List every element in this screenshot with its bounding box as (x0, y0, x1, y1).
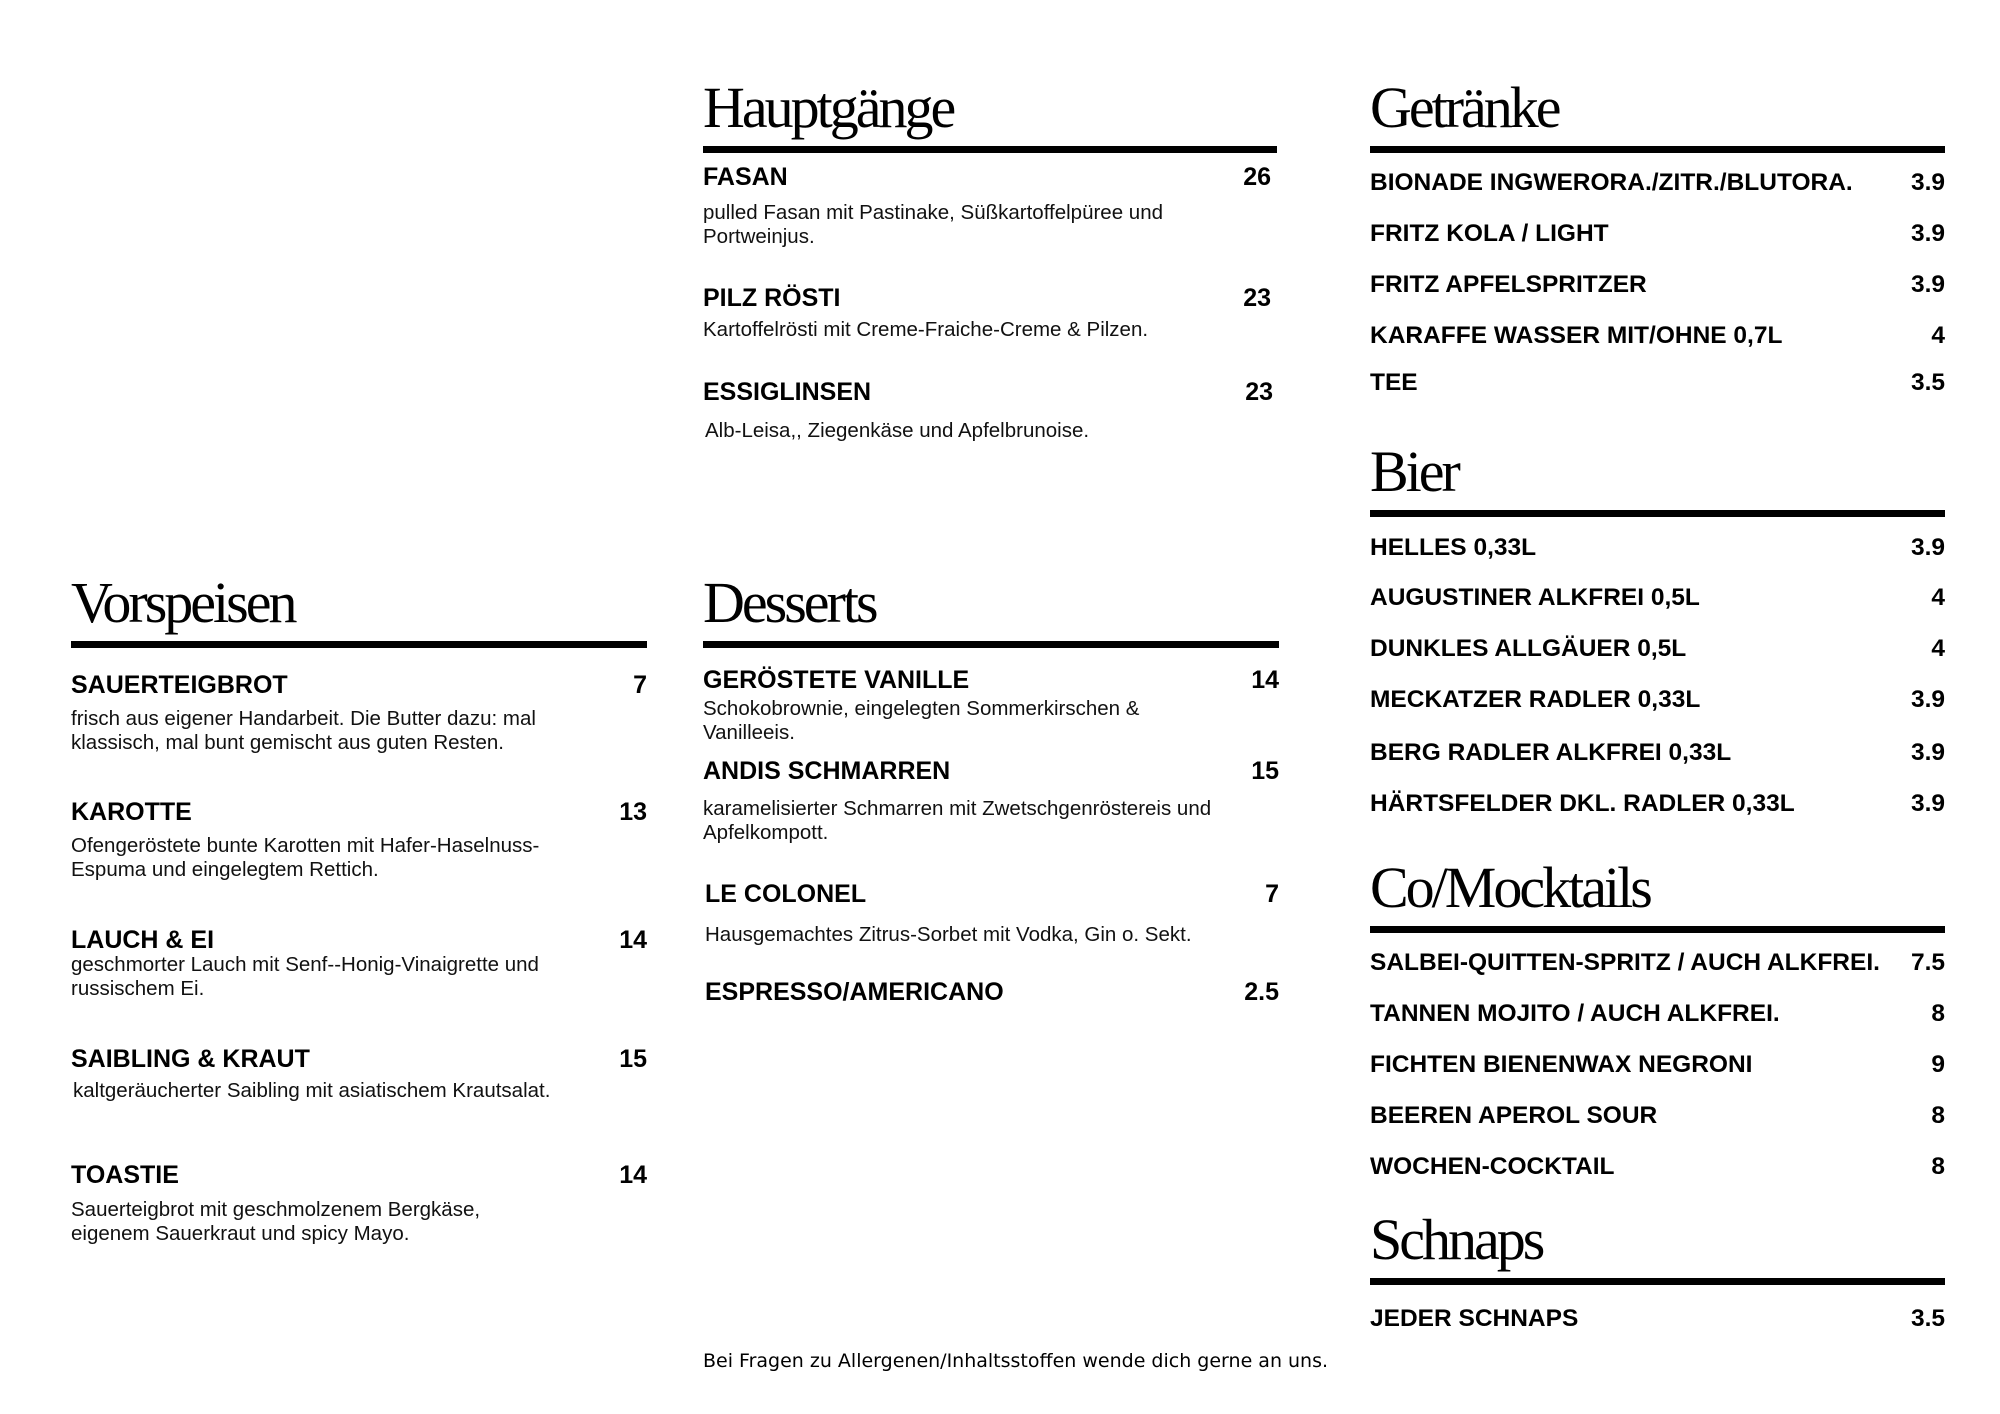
item-price: 26 (1243, 163, 1271, 191)
section-title: Co/Mocktails (1370, 855, 1650, 920)
item-description: Ofengeröstete bunte Karotten mit Hafer-Haselnuss-Espuma und eingelegtem Rettich. (71, 834, 540, 881)
drink-price: 3.9 (1910, 686, 1945, 713)
schnaps-section (1370, 1206, 1945, 1336)
item-description: Hausgemachtes Zitrus-Sorbet mit Vodka, Gin o. Sekt. (705, 923, 1192, 946)
section-title: Desserts (703, 570, 876, 635)
drink-price: 8 (1931, 1000, 1945, 1027)
drink-price: 3.5 (1910, 1305, 1945, 1332)
drink-name: HÄRTSFELDER DKL. RADLER 0,33L (1370, 790, 1795, 817)
item-price: 14 (1251, 666, 1279, 694)
item-name: TOASTIE (71, 1161, 179, 1189)
drink-price: 7.5 (1910, 949, 1945, 976)
item-name: PILZ RÖSTI (703, 284, 841, 312)
item-price: 15 (619, 1045, 647, 1073)
drink-name: JEDER SCHNAPS (1370, 1305, 1579, 1332)
drink-name: DUNKLES ALLGÄUER 0,5L (1370, 635, 1687, 662)
drink-name: KARAFFE WASSER MIT/OHNE 0,7L (1370, 322, 1783, 349)
item-name: SAIBLING & KRAUT (71, 1045, 310, 1073)
drink-name: FRITZ APFELSPRITZER (1370, 271, 1647, 298)
section-rule (1370, 926, 1945, 933)
item-description: geschmorter Lauch mit Senf--Honig-Vinaigrette und russischem Ei. (71, 953, 539, 1000)
item-description: Sauerteigbrot mit geschmolzenem Bergkäse, eigenem Sauerkraut und spicy Mayo. (71, 1198, 481, 1245)
drink-price: 3.9 (1910, 534, 1945, 561)
desserts-section (703, 570, 1279, 1020)
item-name: GERÖSTETE VANILLE (703, 666, 970, 694)
item-price: 14 (619, 926, 647, 954)
item-description: Kartoffelrösti mit Creme-Fraiche-Creme & Pilzen. (703, 318, 1149, 341)
item-name: ANDIS SCHMARREN (703, 757, 951, 785)
section-rule (71, 641, 647, 648)
item-description: Alb-Leisa,, Ziegenkäse und Apfelbrunoise. (705, 419, 1090, 442)
drink-name: FRITZ KOLA / LIGHT (1370, 220, 1609, 247)
drink-name: WOCHEN-COCKTAIL (1370, 1153, 1615, 1180)
section-rule (1370, 510, 1945, 517)
section-title: Bier (1370, 439, 1458, 504)
item-description: Schokobrownie, eingelegten Sommerkirschen & Vanilleeis. (703, 697, 1140, 744)
item-name: ESPRESSO/AMERICANO (705, 978, 1004, 1006)
item-price: 23 (1245, 378, 1273, 406)
drink-price: 9 (1931, 1051, 1945, 1078)
drink-name: MECKATZER RADLER 0,33L (1370, 686, 1701, 713)
item-description: kaltgeräucherter Saibling mit asiatischem Krautsalat. (73, 1079, 551, 1102)
section-rule (1370, 1278, 1945, 1285)
item-name: KAROTTE (71, 798, 192, 826)
item-name: LAUCH & EI (71, 926, 215, 954)
drink-price: 8 (1931, 1102, 1945, 1129)
drink-price: 3.5 (1910, 369, 1945, 396)
item-description: karamelisierter Schmarren mit Zwetschgenröstereis und Apfelkompott. (703, 797, 1212, 844)
section-title: Vorspeisen (71, 570, 295, 635)
drink-price: 3.9 (1910, 790, 1945, 817)
item-price: 7 (633, 671, 647, 699)
item-name: LE COLONEL (705, 880, 867, 908)
drink-price: 4 (1931, 635, 1945, 662)
item-description: pulled Fasan mit Pastinake, Süßkartoffelpüree und Portweinjus. (703, 201, 1163, 248)
drink-name: TEE (1370, 369, 1418, 396)
drink-name: AUGUSTINER ALKFREI 0,5L (1370, 584, 1700, 611)
drink-price: 3.9 (1910, 220, 1945, 247)
allergen-footnote: Bei Fragen zu Allergenen/Inhaltsstoffen wende dich gerne an uns. (703, 1350, 1329, 1372)
drink-price: 8 (1931, 1153, 1945, 1180)
item-price: 23 (1243, 284, 1271, 312)
item-price: 14 (619, 1161, 647, 1189)
drink-price: 3.9 (1910, 739, 1945, 766)
drink-name: BEEREN APEROL SOUR (1370, 1102, 1658, 1129)
section-rule (703, 146, 1277, 153)
item-price: 15 (1251, 757, 1279, 785)
section-title: Hauptgänge (703, 75, 954, 140)
section-rule (703, 641, 1279, 648)
item-name: SAUERTEIGBROT (71, 671, 288, 699)
getraenke-section (1370, 74, 1945, 404)
drink-name: FICHTEN BIENENWAX NEGRONI (1370, 1051, 1753, 1078)
drink-price: 4 (1931, 322, 1945, 349)
section-rule (1370, 146, 1945, 153)
drink-price: 3.9 (1910, 169, 1945, 196)
cocktails-section (1370, 854, 1945, 1194)
section-title: Schnaps (1370, 1207, 1543, 1272)
item-price: 13 (619, 798, 647, 826)
item-description: frisch aus eigener Handarbeit. Die Butter dazu: mal klassisch, mal bunt gemischt aus guten Resten. (71, 707, 536, 754)
drink-name: BIONADE INGWERORA./ZITR./BLUTORA. (1370, 169, 1853, 196)
drink-name: HELLES 0,33L (1370, 534, 1537, 561)
drink-name: TANNEN MOJITO / AUCH ALKFREI. (1370, 1000, 1780, 1027)
drink-name: SALBEI-QUITTEN-SPRITZ / AUCH ALKFREI. (1370, 949, 1880, 976)
drink-price: 4 (1931, 584, 1945, 611)
item-name: ESSIGLINSEN (703, 378, 872, 406)
drink-name: BERG RADLER ALKFREI 0,33L (1370, 739, 1732, 766)
item-name: FASAN (703, 163, 788, 191)
section-title: Getränke (1370, 75, 1559, 140)
hauptgaenge-section (703, 74, 1277, 454)
item-price: 7 (1265, 880, 1279, 908)
vorspeisen-section (71, 570, 647, 1270)
drink-price: 3.9 (1910, 271, 1945, 298)
item-price: 2.5 (1244, 978, 1279, 1006)
bier-section (1370, 438, 1945, 828)
